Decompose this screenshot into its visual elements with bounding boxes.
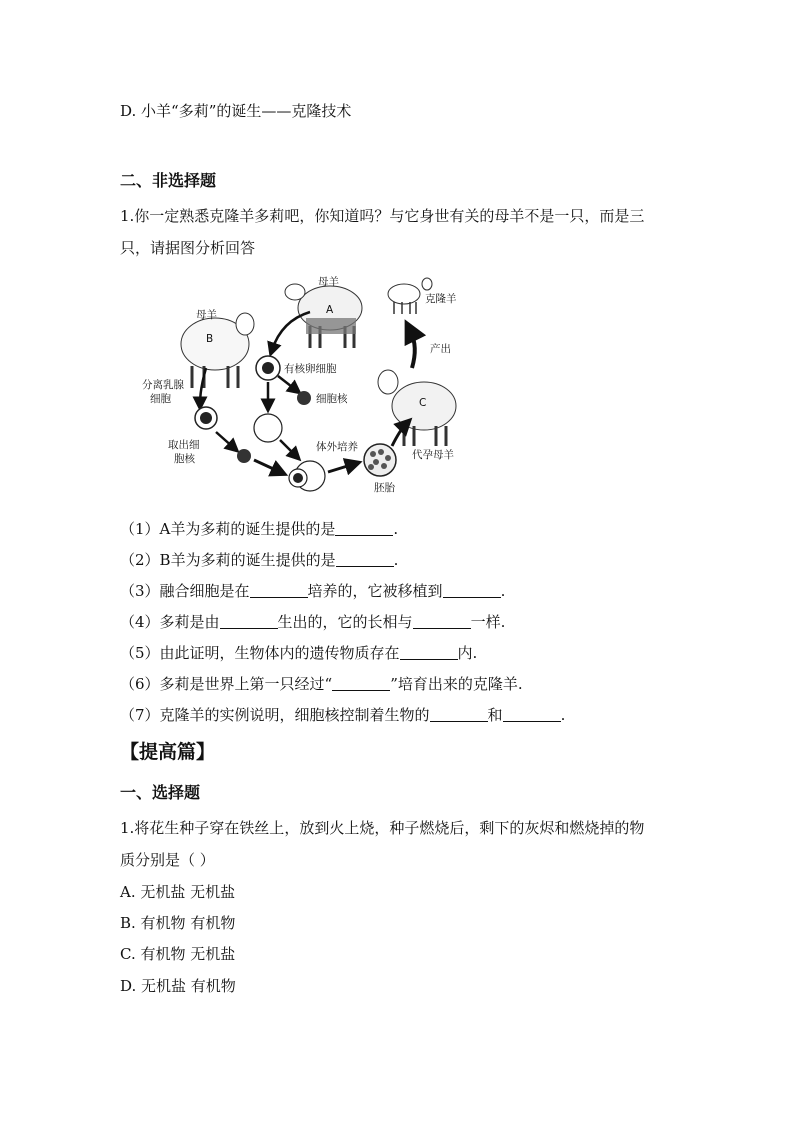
birth-arrow: [410, 330, 415, 368]
sub-question-5: （5）由此证明，生物体内的遗传物质存在 内.: [120, 644, 478, 662]
advanced-section-title: 【提高篇】: [120, 741, 216, 763]
take-nucleus-label-2: 胞核: [174, 453, 195, 465]
option-b[interactable]: B. 有机物 有机物: [120, 914, 236, 932]
question-2-stem-line-2: 质分别是（ ）: [120, 851, 215, 869]
arrow-nucleus-to-fusion: [254, 460, 280, 472]
donor-nucleus: [237, 449, 251, 463]
egg-nucleus: [262, 362, 274, 374]
sheep-b-illustration: [181, 313, 254, 388]
answer-blank[interactable]: [443, 581, 501, 598]
sheep-a-letter: A: [326, 304, 334, 316]
sub-question-1: （1）A羊为多莉的诞生提供的是 .: [120, 520, 399, 538]
option-c[interactable]: C. 有机物 无机盐: [120, 945, 236, 963]
answer-blank[interactable]: [250, 581, 308, 598]
answer-blank[interactable]: [413, 612, 471, 629]
option-a[interactable]: A. 无机盐 无机盐: [120, 883, 236, 901]
answer-blank[interactable]: [220, 612, 278, 629]
option-d[interactable]: D. 无机盐 有机物: [120, 977, 236, 995]
section-title-choice: 一、选择题: [120, 783, 201, 802]
sub-question-7: （7）克隆羊的实例说明，细胞核控制着生物的 和 .: [120, 706, 566, 724]
answer-blank[interactable]: [335, 519, 393, 536]
answer-blank[interactable]: [430, 705, 488, 722]
arrow-empty-egg-to-fusion: [280, 440, 296, 456]
sheep-b-title: 母羊: [196, 309, 217, 321]
arrow-cell-to-nucleus: [216, 432, 234, 448]
sub-question-4: （4）多莉是由 生出的，它的长相与 一样.: [120, 613, 506, 631]
mammary-cell-nucleus: [200, 412, 212, 424]
surrogate-label: 代孕母羊: [412, 449, 454, 461]
sub-question-2: （2）B羊为多莉的诞生提供的是 .: [120, 551, 399, 569]
answer-blank[interactable]: [503, 705, 561, 722]
sub-question-3: （3）融合细胞是在 培养的，它被移植到 .: [120, 582, 506, 600]
sheep-b-letter: B: [206, 333, 214, 345]
nucleated-egg-label: 有核卵细胞: [284, 363, 337, 375]
mammary-label-1: 分离乳腺: [142, 379, 184, 391]
sub-question-6: （6）多莉是世界上第一只经过“ ”培育出来的克隆羊.: [120, 675, 523, 693]
cell-nucleus-label: 细胞核: [316, 393, 348, 405]
fused-cell-nucleus: [293, 473, 303, 483]
question-2-stem-line-1: 1.将花生种子穿在铁丝上，放到火上烧，种子燃烧后，剩下的灰烬和燃烧掉的物: [120, 819, 645, 837]
question-1-stem-line-2: 只，请据图分析回答: [120, 239, 256, 257]
answer-blank[interactable]: [336, 550, 394, 567]
removed-nucleus: [297, 391, 311, 405]
clone-sheep-label: 克隆羊: [425, 293, 457, 305]
mammary-label-2: 细胞: [150, 393, 171, 405]
answer-blank[interactable]: [332, 674, 390, 691]
sheep-c-letter: C: [419, 397, 427, 409]
give-birth-label: 产出: [430, 343, 451, 355]
embryo-illustration: [364, 444, 396, 476]
in-vitro-label: 体外培养: [316, 441, 358, 453]
sheep-a-illustration: [285, 284, 362, 348]
question-1-stem-line-1: 1.你一定熟悉克隆羊多莉吧，你知道吗？与它身世有关的母羊不是一只，而是三: [120, 207, 645, 225]
option-d-text: D. 小羊“多莉”的诞生——克隆技术: [120, 102, 352, 120]
embryo-label: 胚胎: [374, 482, 395, 494]
sheep-c-illustration: [378, 370, 456, 446]
section-title-non-choice: 二、非选择题: [120, 171, 217, 190]
sheep-a-title: 母羊: [318, 276, 339, 288]
cloning-diagram: [140, 268, 480, 500]
arrow-fusion-to-embryo: [328, 464, 354, 472]
take-nucleus-label-1: 取出细: [168, 439, 200, 451]
arrow-egg-to-nucleus: [278, 376, 296, 390]
answer-blank[interactable]: [400, 643, 458, 660]
enucleated-egg: [254, 414, 282, 442]
